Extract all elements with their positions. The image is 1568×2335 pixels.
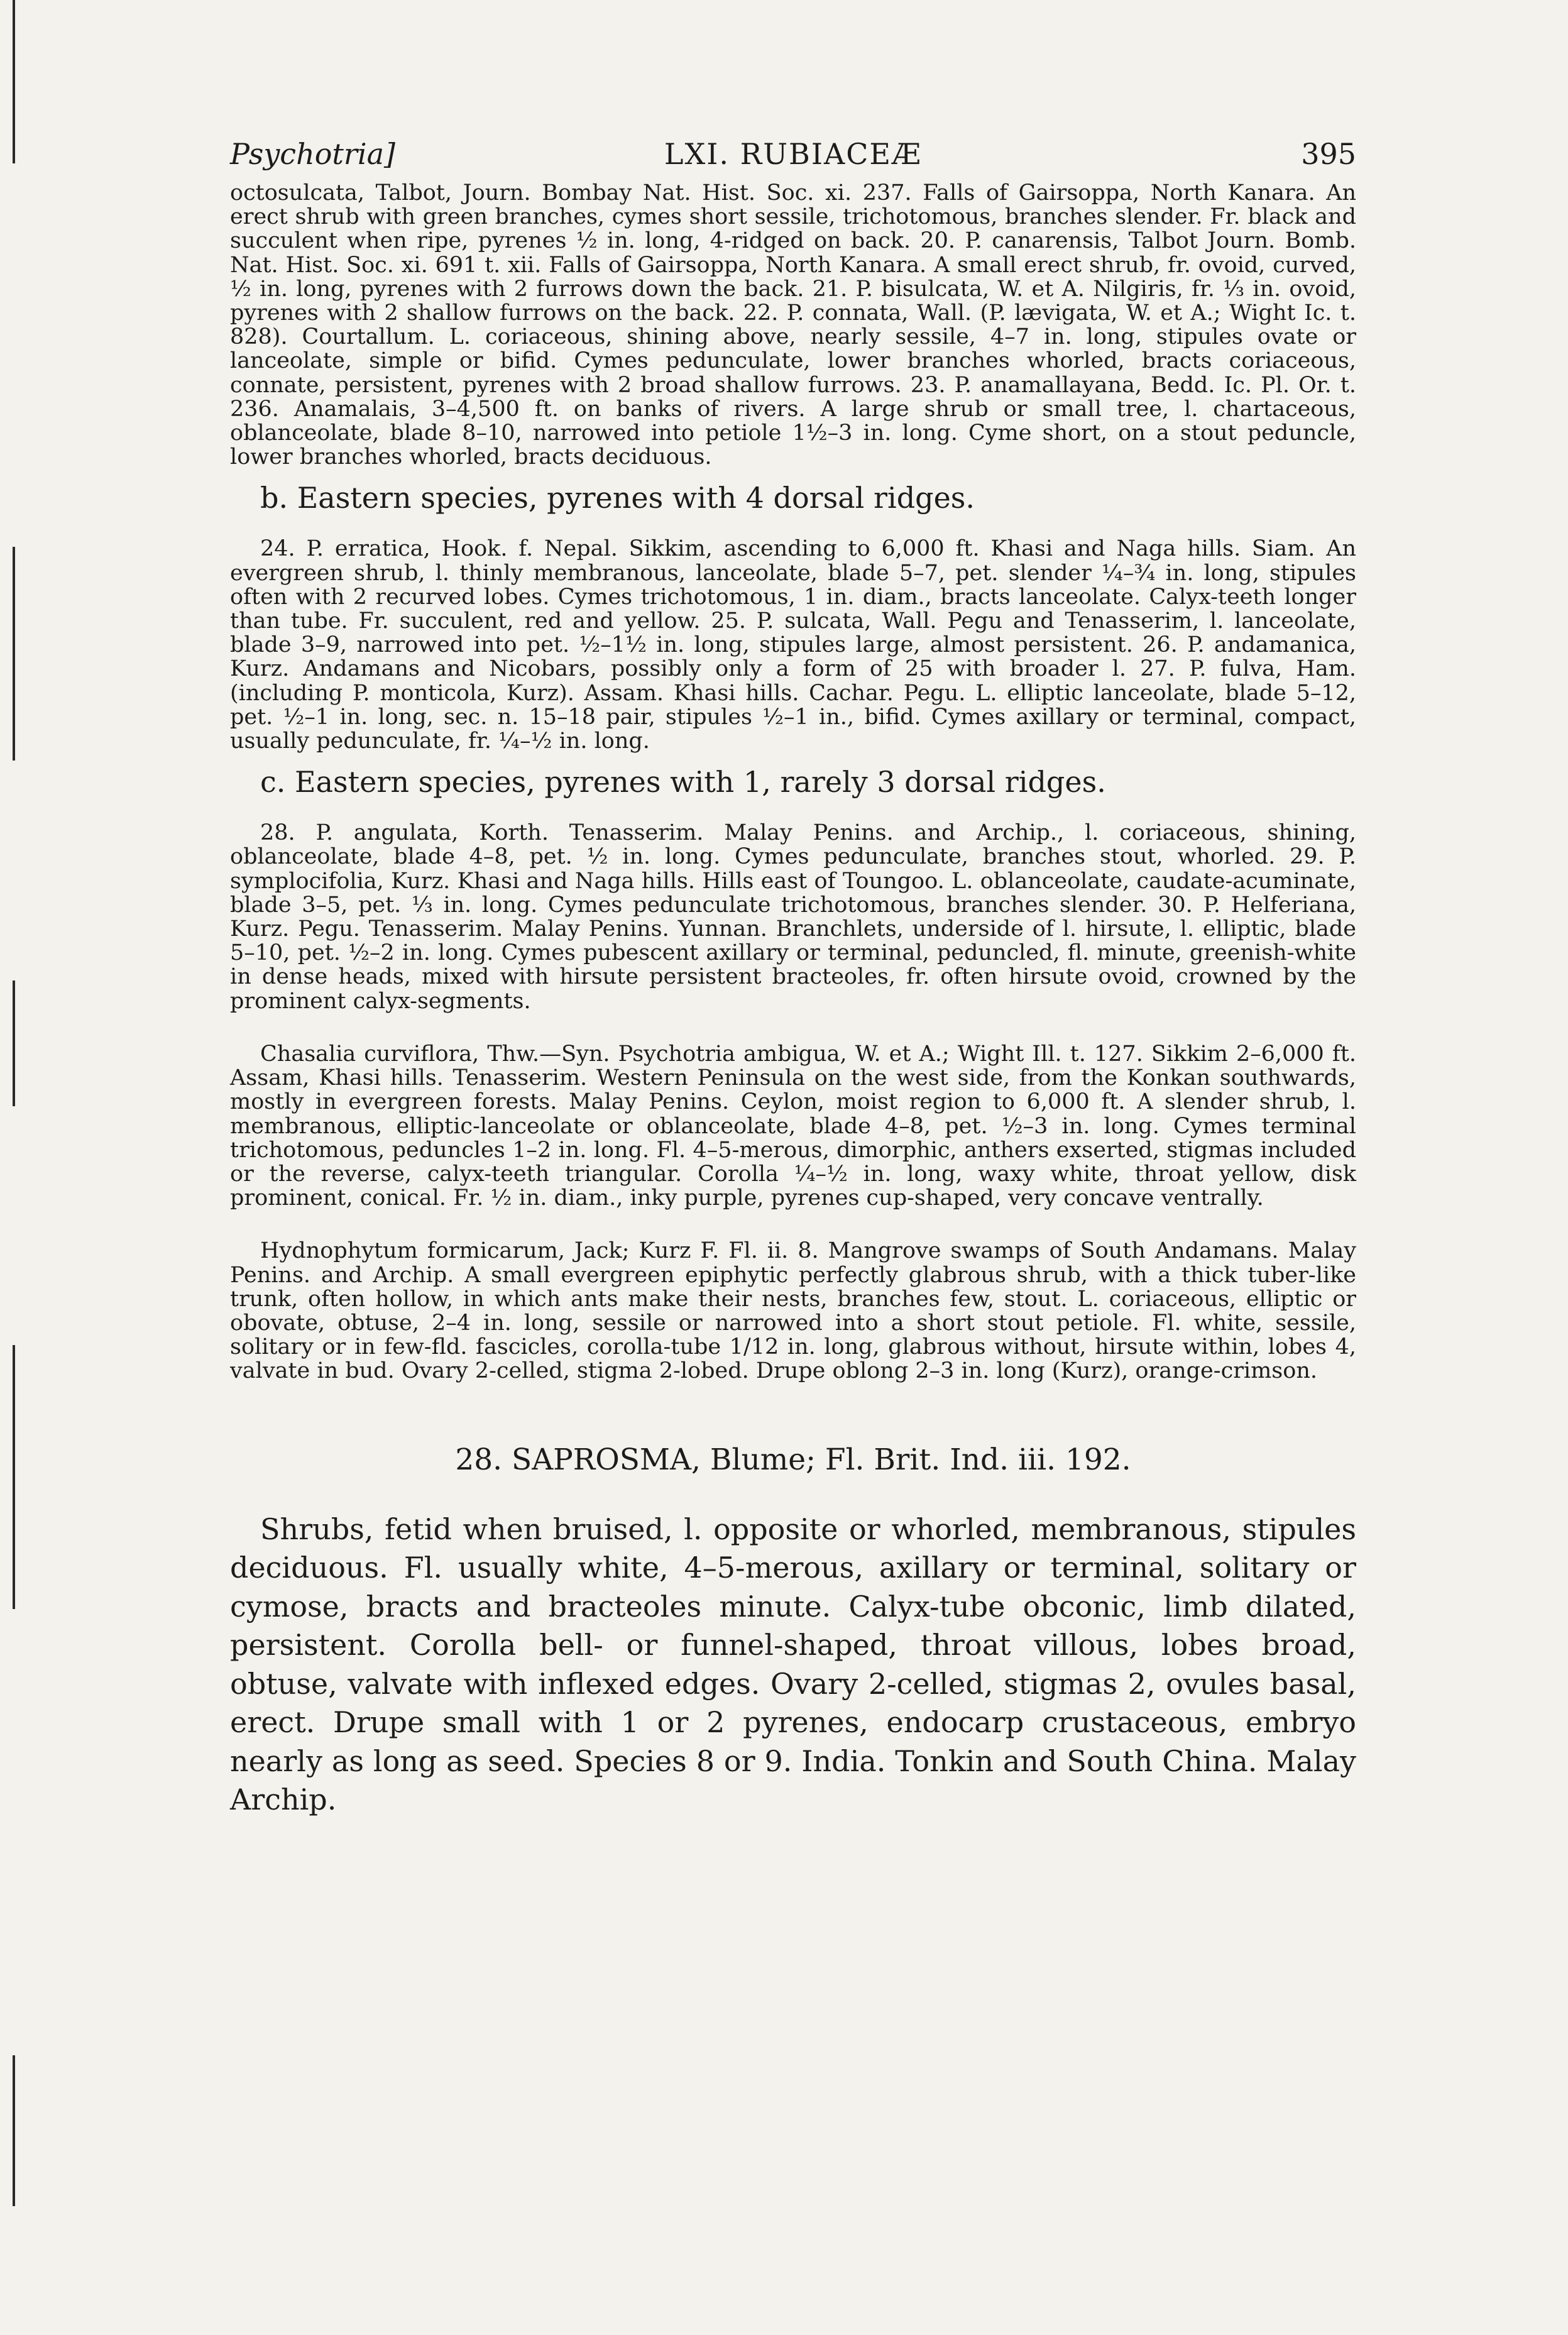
page-number: 395 bbox=[1301, 137, 1356, 171]
running-header bbox=[230, 137, 1356, 175]
header-section: Psychotria] bbox=[230, 137, 395, 171]
paragraph-chasalia: Chasalia curviflora, Thw.—Syn. Psychotria ambigua, W. et A.; Wight Ill. t. 127. Sikkim 2–6,000 ft. Assam, Khasi hills. Tenasserim. Western Peninsula on the west side, from the Konkan southwards, mostly in evergreen forests. Malay Penins. Ceylon, moist region to 6,000 ft. A slender shrub, l. membranous, elliptic-lanceolate or oblanceolate, blade 4–8, pet. ½–3 in. long. Cymes terminal trichotomous, peduncles 1–2 in. long. Fl. 4–5-merous, dimorphic, anthers exserted, stigmas included or the reverse, calyx-teeth triangular. Corolla ¼–½ in. long, waxy white, throat yellow, disk prominent, conical. Fr. ½ in. diam., inky purple, pyrenes cup-shaped, very concave ventrally. bbox=[230, 1041, 1356, 1211]
paragraph-angulata: 28. P. angulata, Korth. Tenasserim. Malay Penins. and Archip., l. coriaceous, shining, oblanceolate, blade 4–8, pet. ½ in. long. Cymes pedunculate, branches stout, whorled. 29. P. symplocifolia, Kurz. Khasi and Naga hills. Hills east of Toungoo. L. oblanceolate, caudate-acuminate, blade 3–5, pet. ⅓ in. long. Cymes pedunculate trichotomous, branches slender. 30. P. Helferiana, Kurz. Pegu. Tenasserim. Malay Penins. Yunnan. Branchlets, underside of l. hirsute, l. elliptic, blade 5–10, pet. ½–2 in. long. Cymes pubescent axillary or terminal, peduncled, fl. minute, greenish-white in dense heads, mixed with hirsute persistent bracteoles, fr. often hirsute ovoid, crowned by the prominent calyx-segments. bbox=[230, 820, 1356, 1014]
genus-heading-saprosma: 28. SAPROSMA, Blume; Fl. Brit. Ind. iii. 192. bbox=[455, 1442, 1131, 1477]
subheading-eastern-1-ridge: c. Eastern species, pyrenes with 1, rarely 3 dorsal ridges. bbox=[260, 765, 1106, 799]
page-edge-marks bbox=[0, 0, 28, 2335]
genus-description: Shrubs, fetid when bruised, l. opposite or whorled, membranous, stipules deciduous. Fl. usually white, 4–5-merous, axillary or terminal, solitary or cymose, bracts and bracteoles minute. Calyx-tube obconic, limb dilated, persistent. Corolla bell- or funnel-shaped, throat villous, lobes broad, obtuse, valvate with inflexed edges. Ovary 2-celled, stigmas 2, ovules basal, erect. Drupe small with 1 or 2 pyrenes, endocarp crustaceous, embryo nearly as long as seed. Species 8 or 9. India. Tonkin and South China. Malay Archip. bbox=[230, 1512, 1356, 1817]
book-page bbox=[230, 137, 1356, 1820]
paragraph-hydnophytum: Hydnophytum formicarum, Jack; Kurz F. Fl. ii. 8. Mangrove swamps of South Andamans. Malay Penins. and Archip. A small evergreen epiphytic perfectly glabrous shrub, with a thick tuber-like trunk, often hollow, in which ants make their nests, branches few, stout. L. coriaceous, elliptic or obovate, obtuse, 2–4 in. long, sessile or narrowed into a short stout petiole. Fl. white, sessile, solitary or in few-fld. fascicles, corolla-tube 1/12 in. long, glabrous without, hirsute within, lobes 4, valvate in bud. Ovary 2-celled, stigma 2-lobed. Drupe oblong 2–3 in. long (Kurz), orange-crimson. bbox=[230, 1238, 1356, 1384]
paragraph-octosulcata: octosulcata, Talbot, Journ. Bombay Nat. Hist. Soc. xi. 237. Falls of Gairsoppa, North Kanara. An erect shrub with green branches, cymes short sessile, trichotomous, branches slender. Fr. black and succulent when ripe, pyrenes ½ in. long, 4-ridged on back. 20. P. canarensis, Talbot Journ. Bomb. Nat. Hist. Soc. xi. 691 t. xii. Falls of Gairsoppa, North Kanara. A small erect shrub, fr. ovoid, curved, ½ in. long, pyrenes with 2 furrows down the back. 21. P. bisulcata, W. et A. Nilgiris, fr. ⅓ in. ovoid, pyrenes with 2 shallow furrows on the back. 22. P. connata, Wall. (P. lævigata, W. et A.; Wight Ic. t. 828). Courtallum. L. coriaceous, shining above, nearly sessile, 4–7 in. long, stipules ovate or lanceolate, simple or bifid. Cymes pedunculate, lower branches whorled, bracts coriaceous, connate, persistent, pyrenes with 2 broad shallow furrows. 23. P. anamallayana, Bedd. Ic. Pl. Or. t. 236. Anamalais, 3–4,500 ft. on banks of rivers. A large shrub or small tree, l. chartaceous, oblanceolate, blade 8–10, narrowed into petiole 1½–3 in. long. Cyme short, on a stout peduncle, lower branches whorled, bracts deciduous. bbox=[230, 180, 1356, 470]
subheading-eastern-4-ridges: b. Eastern species, pyrenes with 4 dorsal ridges. bbox=[260, 481, 975, 515]
header-family: LXI. RUBIACEÆ bbox=[664, 137, 923, 171]
paragraph-erratica: 24. P. erratica, Hook. f. Nepal. Sikkim, ascending to 6,000 ft. Khasi and Naga hills. Siam. An evergreen shrub, l. thinly membranous, lanceolate, blade 5–7, pet. slender ¼–¾ in. long, stipules often with 2 recurved lobes. Cymes trichotomous, 1 in. diam., bracts lanceolate. Calyx-teeth longer than tube. Fr. succulent, red and yellow. 25. P. sulcata, Wall. Pegu and Tenasserim, l. lanceolate, blade 3–9, narrowed into pet. ½–1½ in. long, stipules large, almost persistent. 26. P. andamanica, Kurz. Andamans and Nicobars, possibly only a form of 25 with broader l. 27. P. fulva, Ham. (including P. monticola, Kurz). Assam. Khasi hills. Cachar. Pegu. L. elliptic lanceolate, blade 5–12, pet. ½–1 in. long, sec. n. 15–18 pair, stipules ½–1 in., bifid. Cymes axillary or terminal, compact, usually pedunculate, fr. ¼–½ in. long. bbox=[230, 536, 1356, 754]
